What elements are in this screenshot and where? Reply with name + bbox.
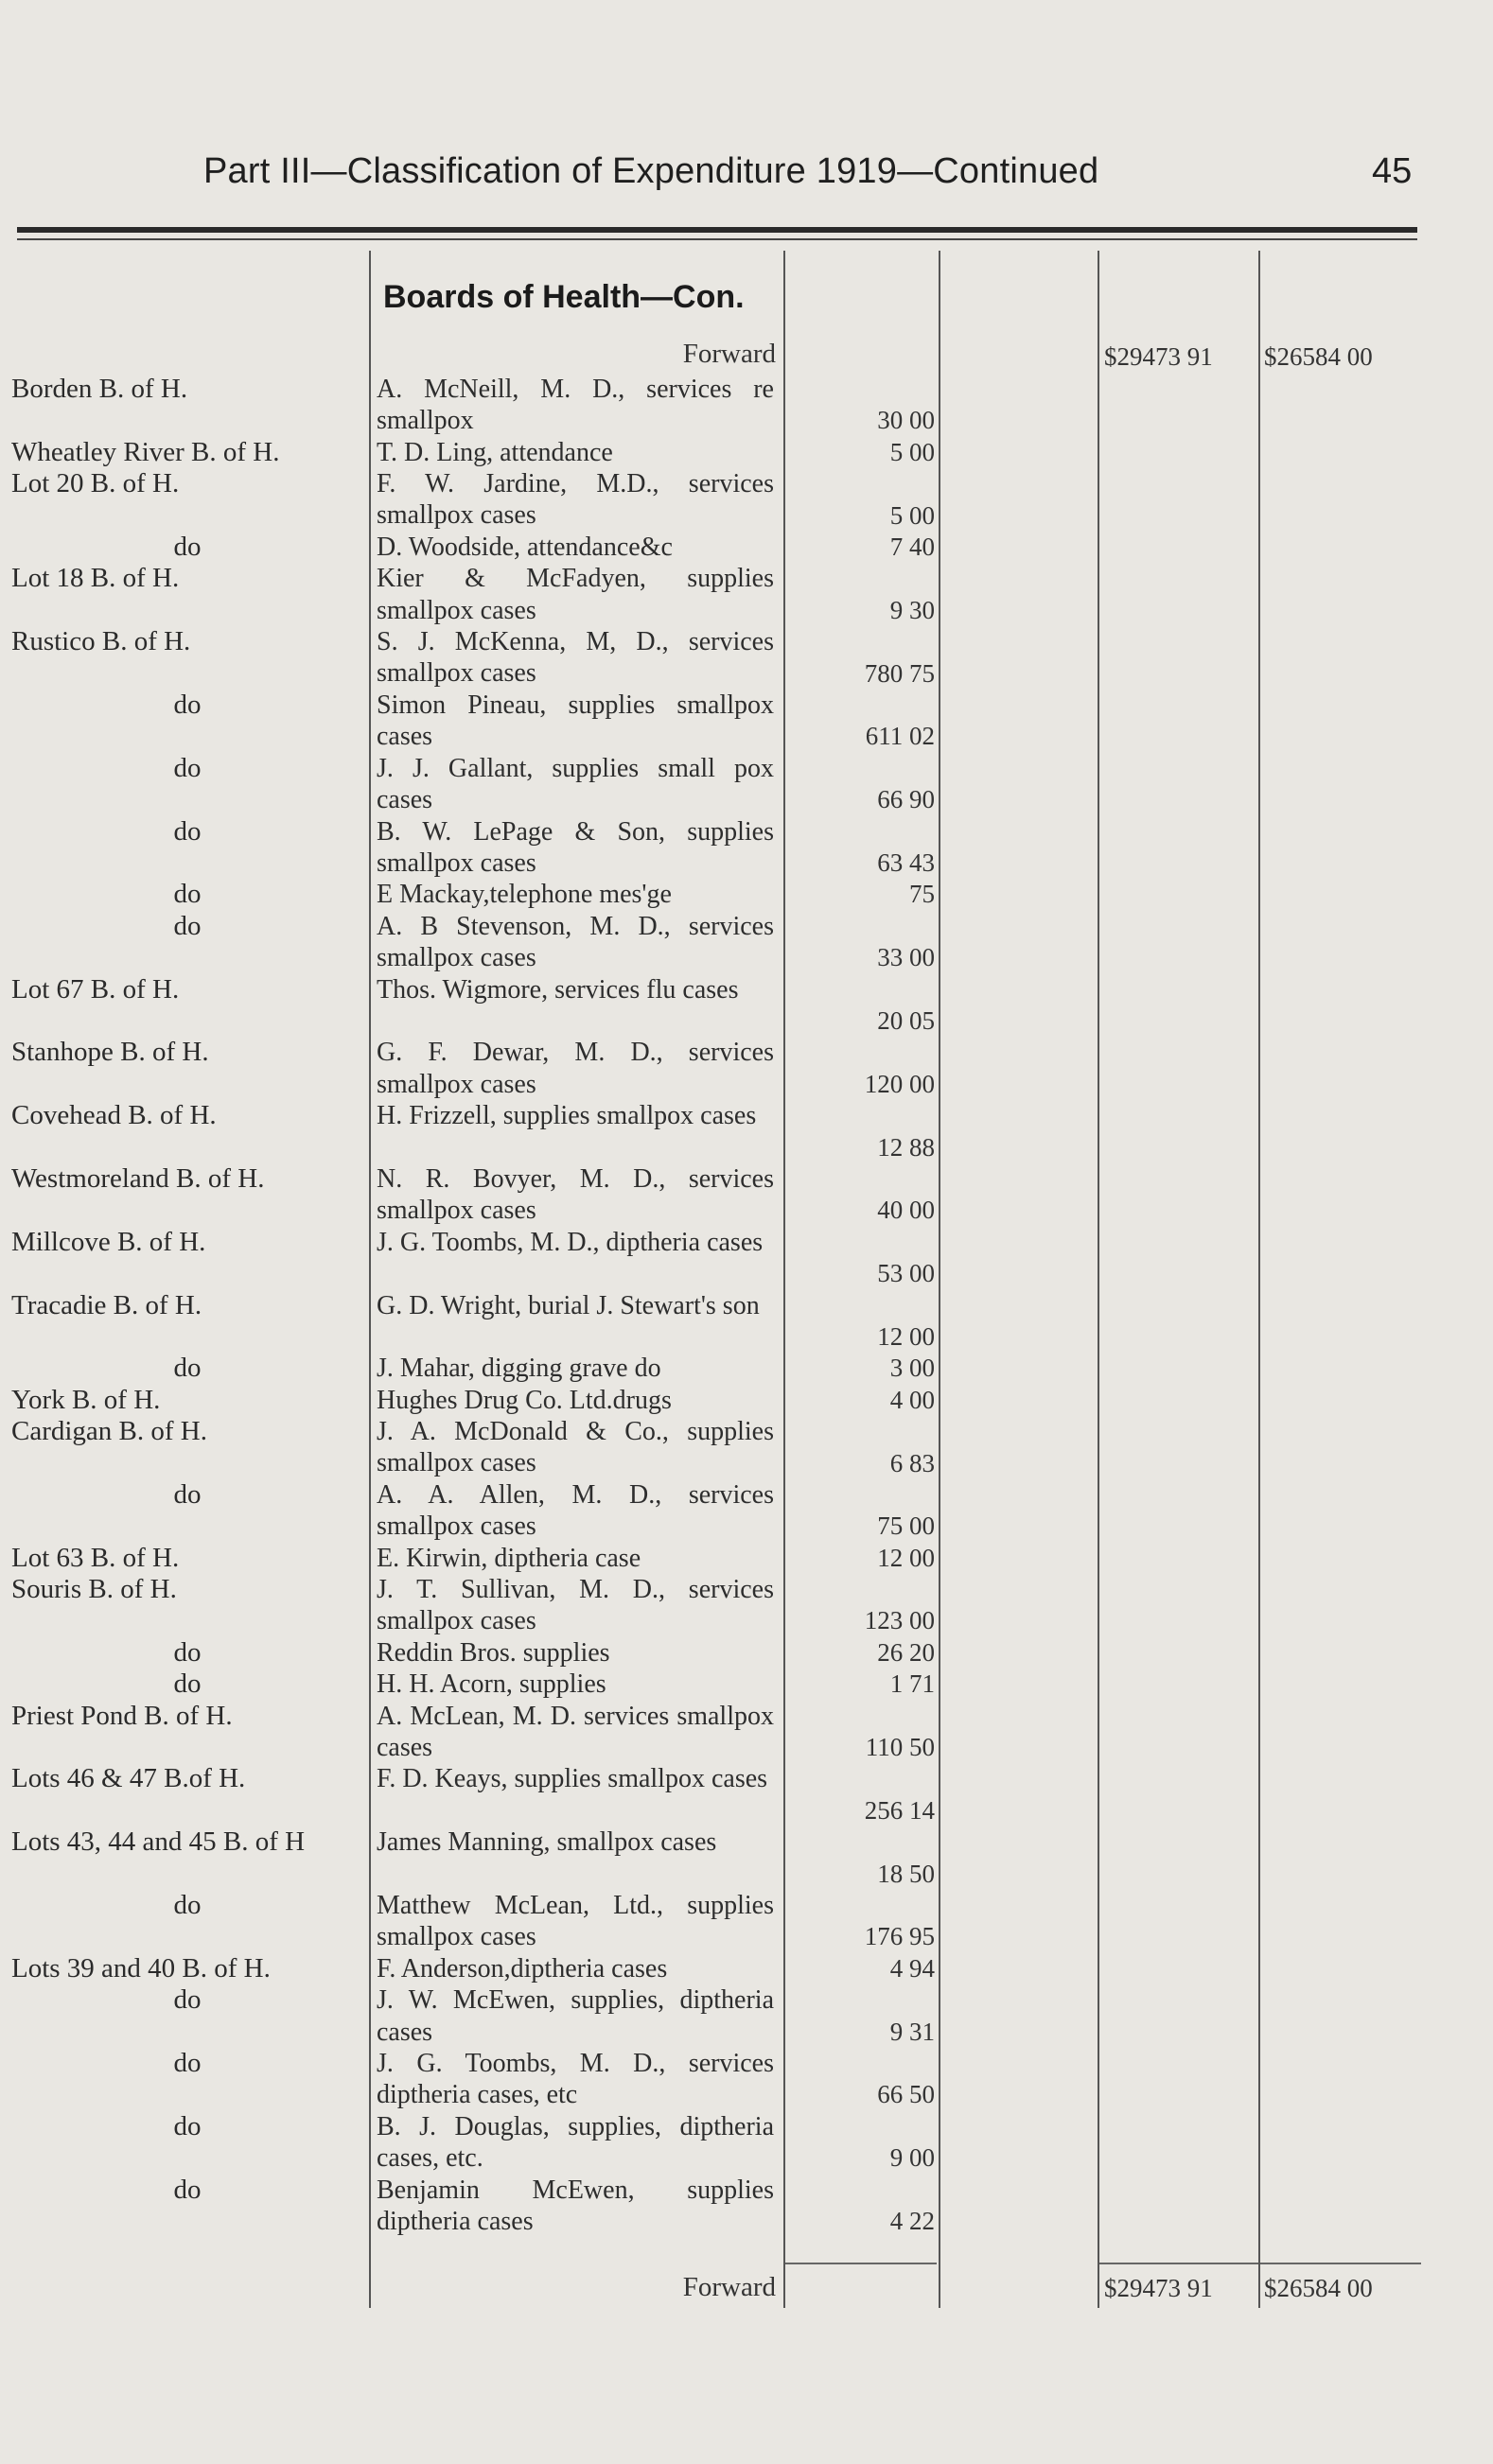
forward-rule-col6 bbox=[1260, 2263, 1421, 2264]
payee-description: James Manning, smallpox cases bbox=[377, 1827, 717, 1858]
header-rule-thin bbox=[17, 238, 1417, 240]
board-name: Lot 20 B. of H. bbox=[11, 468, 180, 499]
payee-description: T. D. Ling, attendance bbox=[377, 437, 613, 467]
forward-label-top: Forward bbox=[682, 339, 776, 369]
forward-amount-col6: $26584 00 bbox=[1264, 342, 1373, 371]
ledger-row bbox=[0, 2048, 1493, 2111]
board-name: Priest Pond B. of H. bbox=[11, 1700, 233, 1731]
ledger-row bbox=[0, 1543, 1493, 1574]
board-name: Souris B. of H. bbox=[11, 1574, 177, 1605]
board-name: Cardigan B. of H. bbox=[11, 1416, 207, 1447]
payee-description: S. J. McKenna, M, D., services smallpox cases bbox=[377, 627, 774, 689]
payee-description: J. G. Toombs, M. D., diptheria cases bbox=[377, 1227, 764, 1257]
payee-description: F. W. Jardine, M.D., services smallpox cases bbox=[377, 469, 774, 531]
board-name: do bbox=[173, 689, 202, 720]
board-name: do bbox=[173, 752, 202, 783]
board-name: do bbox=[173, 1890, 202, 1921]
section-heading: Boards of Health—Con. bbox=[383, 279, 745, 315]
page-title: Part III—Classification of Expenditure 1919—Continued bbox=[203, 151, 1099, 191]
amount: 4 94 bbox=[889, 1953, 935, 1983]
board-name: Lot 18 B. of H. bbox=[11, 563, 180, 594]
ledger-row bbox=[0, 626, 1493, 690]
payee-description: J. W. McEwen, supplies, diptheria cases bbox=[377, 1985, 774, 2047]
amount: 18 50 bbox=[877, 1859, 935, 1888]
board-name: do bbox=[173, 1478, 202, 1510]
board-name: do bbox=[173, 2048, 202, 2079]
page-number: 45 bbox=[1372, 151, 1413, 191]
forward-rule-amount bbox=[785, 2263, 937, 2264]
ledger-row bbox=[0, 2111, 1493, 2175]
payee-description: A. McNeill, M. D., services re smallpox bbox=[377, 375, 774, 436]
header-rule bbox=[17, 227, 1417, 233]
amount: 63 43 bbox=[877, 848, 935, 877]
ledger-row bbox=[0, 1385, 1493, 1416]
ledger-row bbox=[0, 1669, 1493, 1700]
ledger-row bbox=[0, 1037, 1493, 1100]
board-name: Rustico B. of H. bbox=[11, 626, 191, 657]
amount: 75 00 bbox=[877, 1512, 935, 1541]
amount: 5 00 bbox=[889, 437, 935, 466]
amount: 12 00 bbox=[877, 1543, 935, 1572]
payee-description: F. Anderson,diptheria cases bbox=[377, 1953, 668, 1983]
amount: 26 20 bbox=[877, 1637, 935, 1667]
amount: 120 00 bbox=[864, 1069, 935, 1098]
payee-description: J. J. Gallant, supplies small pox cases bbox=[377, 753, 774, 815]
amount: 20 05 bbox=[877, 1005, 935, 1035]
amount: 33 00 bbox=[877, 943, 935, 972]
amount: 611 02 bbox=[865, 722, 935, 751]
ledger-row bbox=[0, 1163, 1493, 1227]
amount: 12 88 bbox=[877, 1132, 935, 1162]
amount: 53 00 bbox=[877, 1259, 935, 1288]
ledger-row bbox=[0, 1479, 1493, 1543]
board-name: Tracadie B. of H. bbox=[11, 1289, 202, 1320]
payee-description: A. B Stevenson, M. D., services smallpox cases bbox=[377, 911, 774, 973]
board-name: Millcove B. of H. bbox=[11, 1226, 206, 1257]
amount: 30 00 bbox=[877, 406, 935, 435]
board-name: do bbox=[173, 1984, 202, 2016]
payee-description: A. A. Allen, M. D., services smallpox cases bbox=[377, 1479, 774, 1542]
board-name: do bbox=[173, 1669, 202, 1700]
payee-description: G. F. Dewar, M. D., services smallpox cases bbox=[377, 1038, 774, 1099]
forward-rule-col5 bbox=[1099, 2263, 1258, 2264]
board-name: do bbox=[173, 2110, 202, 2141]
payee-description: J. A. McDonald & Co., supplies smallpox cases bbox=[377, 1417, 774, 1478]
payee-description: Reddin Bros. supplies bbox=[377, 1637, 610, 1668]
amount: 3 00 bbox=[889, 1354, 935, 1383]
forward-total-col6: $26584 00 bbox=[1264, 2274, 1373, 2302]
board-name: Lots 46 & 47 B.of H. bbox=[11, 1763, 246, 1794]
ledger-row bbox=[0, 2175, 1493, 2238]
board-name: Wheatley River B. of H. bbox=[11, 436, 280, 467]
payee-description: Thos. Wigmore, services flu cases bbox=[377, 974, 739, 1005]
ledger-row bbox=[0, 1763, 1493, 1826]
amount: 66 50 bbox=[877, 2080, 935, 2109]
amount: 9 30 bbox=[889, 595, 935, 624]
ledger-row bbox=[0, 1637, 1493, 1669]
ledger-row bbox=[0, 1353, 1493, 1384]
payee-description: J. G. Toombs, M. D., services diptheria cases, etc bbox=[377, 2049, 774, 2110]
board-name: do bbox=[173, 1636, 202, 1668]
board-name: do bbox=[173, 531, 202, 562]
entries-list bbox=[0, 374, 1493, 2237]
board-name: do bbox=[173, 910, 202, 941]
amount: 7 40 bbox=[889, 532, 935, 561]
amount: 6 83 bbox=[889, 1448, 935, 1477]
ledger-row bbox=[0, 374, 1493, 437]
ledger-row bbox=[0, 532, 1493, 563]
payee-description: N. R. Bovyer, M. D., services smallpox cases bbox=[377, 1163, 774, 1226]
amount: 5 00 bbox=[889, 500, 935, 530]
board-name: Borden B. of H. bbox=[11, 374, 188, 404]
amount: 4 00 bbox=[889, 1385, 935, 1414]
payee-description: H. H. Acorn, supplies bbox=[377, 1669, 606, 1700]
ledger-row bbox=[0, 816, 1493, 880]
amount: 9 31 bbox=[889, 2017, 935, 2046]
board-name: Lots 43, 44 and 45 B. of H bbox=[11, 1826, 306, 1858]
payee-description: G. D. Wright, burial J. Stewart's son bbox=[377, 1290, 760, 1320]
amount: 75 bbox=[909, 880, 935, 909]
ledger-row bbox=[0, 468, 1493, 532]
amount: 40 00 bbox=[877, 1196, 935, 1225]
forward-amount-col5: $29473 91 bbox=[1104, 342, 1213, 371]
ledger-row bbox=[0, 753, 1493, 816]
amount: 176 95 bbox=[864, 1922, 935, 1951]
ledger-row bbox=[0, 1574, 1493, 1637]
forward-total-col5: $29473 91 bbox=[1104, 2274, 1213, 2302]
forward-label-bottom: Forward bbox=[682, 2272, 776, 2302]
payee-description: F. D. Keays, supplies smallpox cases bbox=[377, 1764, 768, 1794]
ledger-row bbox=[0, 1100, 1493, 1163]
ledger-row bbox=[0, 974, 1493, 1038]
ledger-row bbox=[0, 1701, 1493, 1764]
board-name: do bbox=[173, 879, 202, 910]
board-name: do bbox=[173, 815, 202, 847]
amount: 123 00 bbox=[864, 1606, 935, 1635]
payee-description: Benjamin McEwen, supplies diptheria cases bbox=[377, 2175, 774, 2236]
board-name: York B. of H. bbox=[11, 1384, 161, 1415]
amount: 1 71 bbox=[889, 1669, 935, 1699]
payee-description: H. Frizzell, supplies smallpox cases bbox=[377, 1101, 757, 1131]
payee-description: J. T. Sullivan, M. D., services smallpox cases bbox=[377, 1575, 774, 1636]
payee-description: D. Woodside, attendance&c bbox=[377, 532, 673, 562]
ledger-row bbox=[0, 1826, 1493, 1890]
payee-description: E. Kirwin, diptheria case bbox=[377, 1543, 641, 1573]
ledger-row bbox=[0, 879, 1493, 910]
payee-description: J. Mahar, digging grave do bbox=[377, 1354, 661, 1384]
amount: 780 75 bbox=[864, 658, 935, 688]
board-name: Westmoreland B. of H. bbox=[11, 1162, 265, 1194]
board-name: Lot 67 B. of H. bbox=[11, 973, 180, 1005]
board-name: Stanhope B. of H. bbox=[11, 1037, 209, 1068]
ledger-row bbox=[0, 1984, 1493, 2048]
ledger-row bbox=[0, 437, 1493, 468]
board-name: Covehead B. of H. bbox=[11, 1100, 217, 1131]
ledger-row bbox=[0, 690, 1493, 753]
payee-description: Hughes Drug Co. Ltd.drugs bbox=[377, 1385, 672, 1415]
ledger-row bbox=[0, 1227, 1493, 1290]
payee-description: A. McLean, M. D. services smallpox cases bbox=[377, 1701, 774, 1762]
amount: 256 14 bbox=[864, 1795, 935, 1825]
amount: 4 22 bbox=[889, 2207, 935, 2236]
ledger-row bbox=[0, 1290, 1493, 1354]
payee-description: B. J. Douglas, supplies, diptheria cases, etc. bbox=[377, 2111, 774, 2174]
amount: 12 00 bbox=[877, 1321, 935, 1351]
board-name: do bbox=[173, 2174, 202, 2205]
payee-description: Simon Pineau, supplies smallpox cases bbox=[377, 690, 774, 752]
ledger-row bbox=[0, 1416, 1493, 1479]
board-name: Lot 63 B. of H. bbox=[11, 1542, 180, 1573]
ledger-row bbox=[0, 563, 1493, 626]
amount: 66 90 bbox=[877, 785, 935, 814]
payee-description: E Mackay,telephone mes'ge bbox=[377, 880, 672, 910]
ledger-row bbox=[0, 1953, 1493, 1984]
amount: 110 50 bbox=[865, 1733, 935, 1762]
ledger-row bbox=[0, 1890, 1493, 1953]
board-name: Lots 39 and 40 B. of H. bbox=[11, 1952, 271, 1983]
payee-description: Kier & McFadyen, supplies smallpox cases bbox=[377, 564, 774, 625]
amount: 9 00 bbox=[889, 2143, 935, 2173]
payee-description: Matthew McLean, Ltd., supplies smallpox cases bbox=[377, 1891, 774, 1952]
board-name: do bbox=[173, 1353, 202, 1384]
payee-description: B. W. LePage & Son, supplies smallpox cases bbox=[377, 816, 774, 878]
ledger-row bbox=[0, 911, 1493, 974]
